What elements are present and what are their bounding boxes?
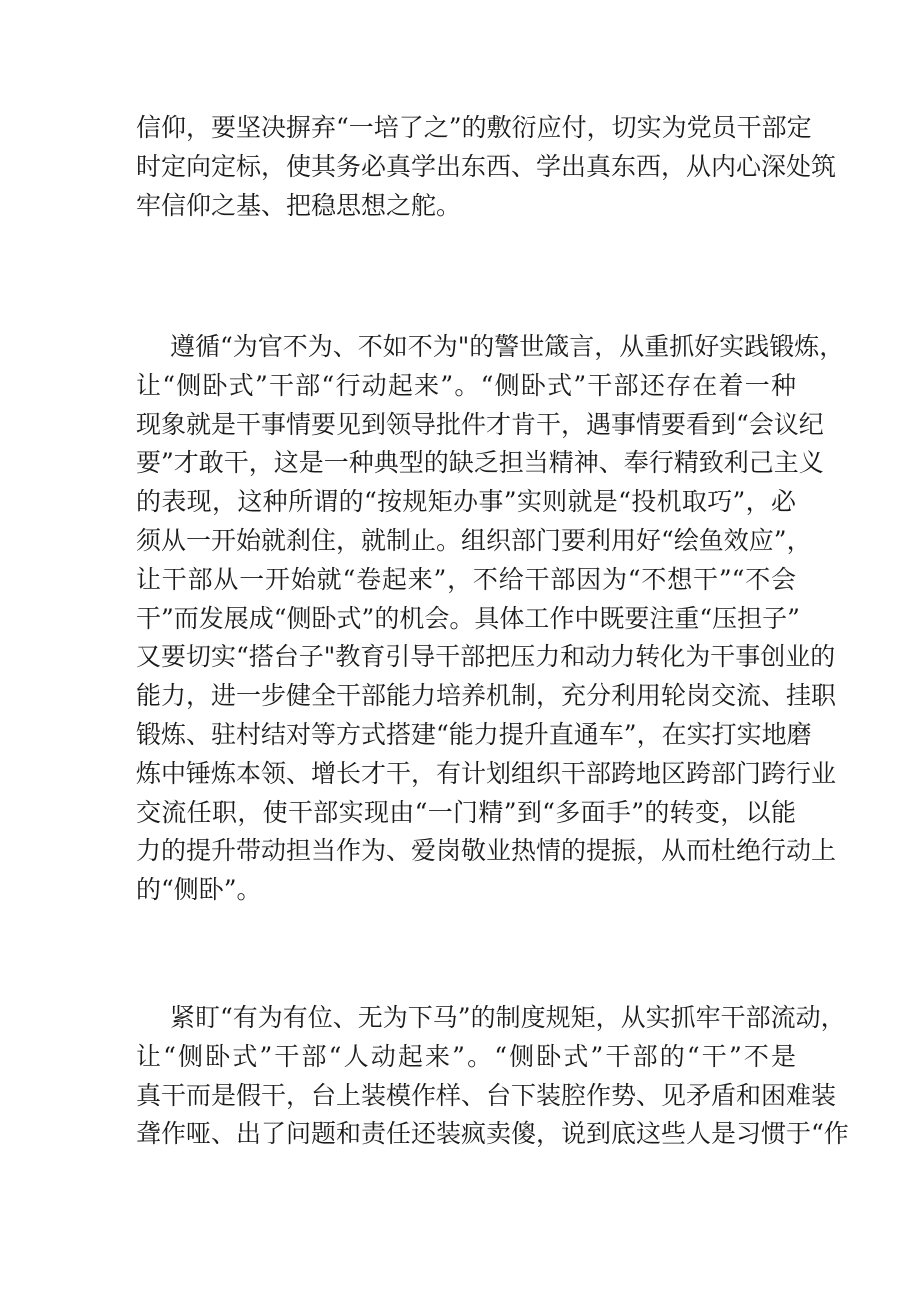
text-line: 紧盯“有为有位、无为下马”的制度规矩，从实抓牢干部流动，: [170, 1003, 846, 1032]
text-line: 能力，进一步健全干部能力培养机制，充分利用轮岗交流、挂职: [136, 681, 837, 711]
text-line: 遵循“为官不为、不如不为"的警世箴言，从重抓好实践锻炼，: [170, 332, 845, 361]
text-line: 炼中锤炼本领、增长才干，有计划组织干部跨地区跨部门跨行业: [136, 758, 837, 788]
text-line: 信仰，要坚决摒弃“一培了之”的敷衍应付，切实为党员干部定: [136, 113, 812, 142]
text-line: 须从一开始就刹住，就制止。组织部门要利用好“绘鱼效应”，: [136, 525, 812, 555]
paragraph-cadre-mobility: [136, 999, 849, 1154]
text-line: 又要切实“搭台子"教育引导干部把压力和动力转化为干事创业的: [136, 642, 836, 672]
text-line: 现象就是干事情要见到领导批件才肯干，遇事情要看到“会议纪: [136, 409, 824, 439]
text-line: 让“侧卧式”干部“行动起来”。“侧卧式”干部还存在着一种: [136, 370, 796, 400]
text-line: 牢信仰之基、把稳思想之舵。: [136, 190, 462, 220]
text-line: 的表现，这种所谓的“按规矩办事”实则就是“投机取巧”，必: [136, 487, 796, 517]
text-line: 力的提升带动担当作为、爱岗敬业热情的提振，从而杜绝行动上: [136, 836, 837, 866]
text-line: 干”而发展成“侧卧式”的机会。具体工作中既要注重“压担子”: [136, 603, 800, 633]
text-line: 聋作哑、出了问题和责任还装疯卖傻，说到底这些人是习惯于“作: [136, 1119, 849, 1149]
paragraph-practice-training: [136, 328, 845, 910]
text-line: 交流任职，使干部实现由“一门精”到“多面手”的转变，以能: [136, 797, 796, 827]
text-line: 的“侧卧”。: [136, 875, 262, 905]
text-line: 让“侧卧式”干部“人动起来”。“侧卧式”干部的“干”不是: [136, 1041, 796, 1071]
text-line: 锻炼、驻村结对等方式搭建“能力提升直通车”，在实打实地磨: [136, 719, 812, 749]
text-line: 让干部从一开始就“卷起来”，不给干部因为“不想干”“不会: [136, 564, 796, 594]
text-line: 时定向定标，使其务必真学出东西、学出真东西，从内心深处筑: [136, 151, 837, 181]
text-line: 真干而是假干，台上装模作样、台下装腔作势、见矛盾和困难装: [136, 1080, 837, 1110]
paragraph-continuation: [136, 109, 837, 225]
text-line: 要”才敢干，这是一种典型的缺乏担当精神、奉行精致利己主义: [136, 448, 824, 478]
